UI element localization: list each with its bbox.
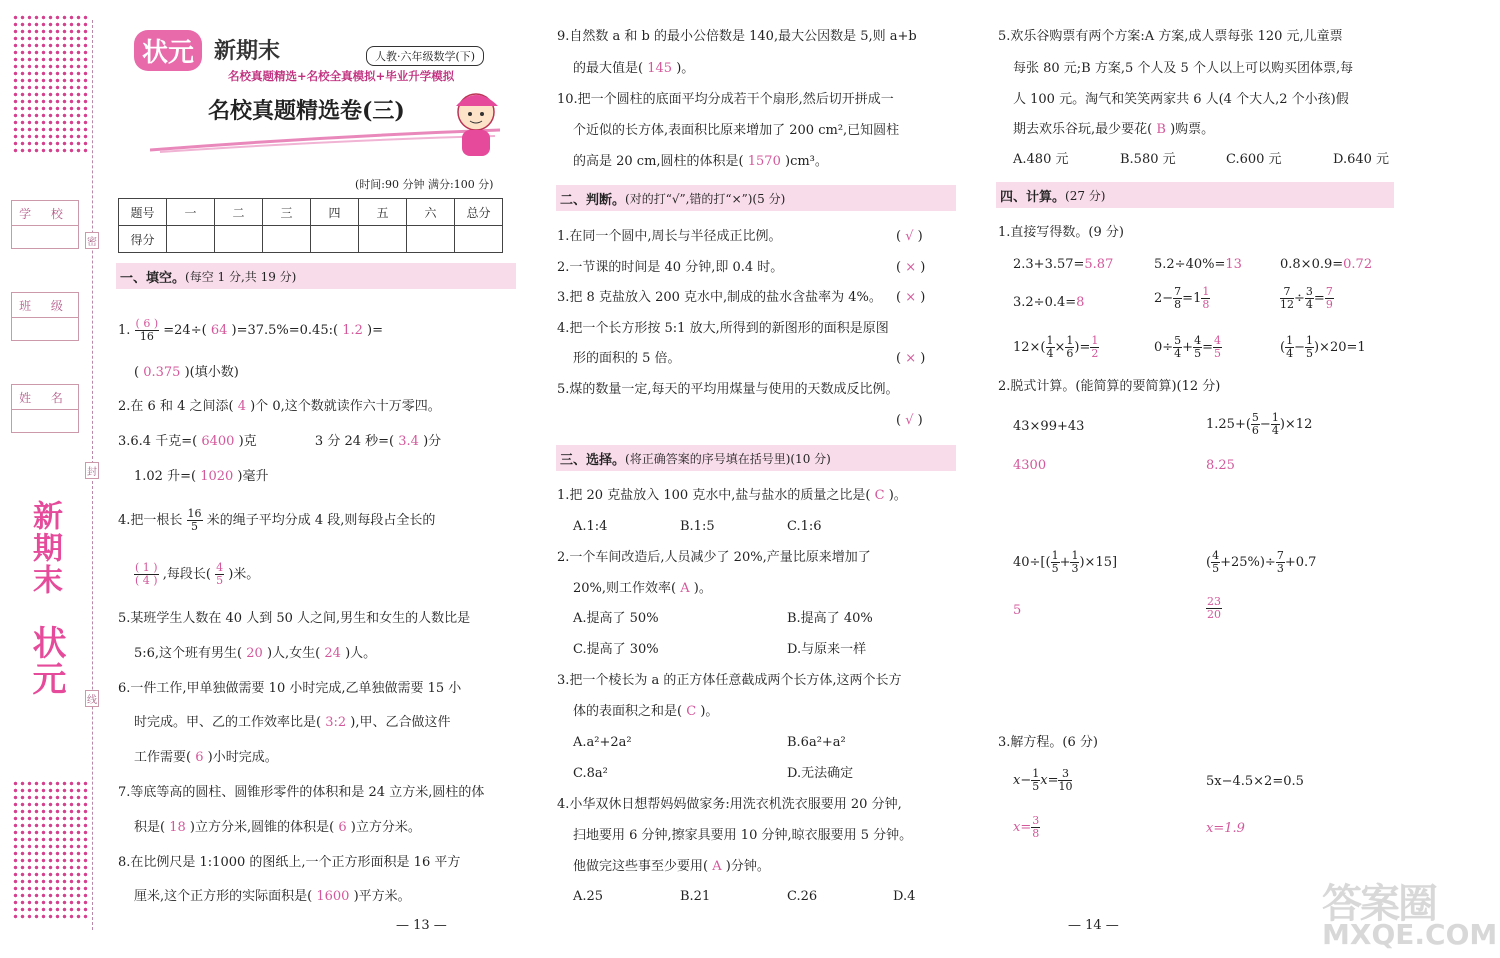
direct-8: 0÷ $\frac{5}{4}$ + $\frac{4}{5}$ = $\frac{4}{5}$	[1154, 334, 1221, 360]
page-number-13: — 13 —	[396, 918, 447, 933]
direct-5: 2− $\frac{7}{8}$ =1 $\frac{1}{8}$	[1154, 285, 1210, 311]
q4-answer-length: $\frac{4}{5}$	[216, 561, 224, 587]
score-cell: 三	[263, 199, 311, 226]
choice-1-opt-a: A.1:4	[573, 519, 608, 534]
choice-4a: 4.小华双休日想帮妈妈做家务:用洗衣机洗衣服要用 20 分钟,	[557, 797, 902, 812]
q6-line-b: 时完成。甲、乙的工作效率比是( 3:2 ),甲、乙合做这件	[134, 715, 451, 730]
direct-1: 2.3+3.57=5.87	[1013, 257, 1114, 272]
section-4-header: 四、计算。 (27 分)	[996, 182, 1394, 208]
step-4: ( $\frac{4}{5}$ +25%)÷ $\frac{7}{3}$ +0.7	[1206, 549, 1317, 575]
score-input[interactable]	[167, 226, 215, 253]
school-field[interactable]	[11, 200, 79, 249]
dot-pattern-top	[12, 14, 90, 154]
watermark-url: MXQE.COM	[1322, 918, 1498, 951]
direct-3: 0.8×0.9=0.72	[1280, 257, 1373, 272]
grade-tag: 人教·六年级数学(下)	[366, 46, 484, 66]
cut-mark-3: 线	[85, 690, 99, 707]
school-label: 学 校	[12, 201, 78, 226]
q5-line-a: 5.某班学生人数在 40 人到 50 人之间,男生和女生的人数比是	[118, 611, 471, 626]
direct-6: $\frac{7}{12}$ ÷ $\frac{3}{4}$ = $\frac{7}{9}$	[1280, 285, 1333, 311]
q6-line-c: 工作需要( 6 )小时完成。	[134, 750, 278, 765]
q7-line-b: 积是( 18 )立方分米,圆锥的体积是( 6 )立方分米。	[134, 820, 421, 835]
judge-4b: 形的面积的 5 倍。	[573, 351, 681, 366]
judge-4-answer: ( × )	[896, 351, 926, 366]
q4-line-a: 4.把一根长 $\frac{16}{5}$ 米的绳子平均分成 4 段,则每段占全长的	[118, 507, 436, 533]
choice-5b: 每张 80 元;B 方案,5 个人及 5 个人以上可以购买团体票,每	[1013, 61, 1354, 76]
score-table	[118, 198, 503, 253]
watermark-logo: 答案圈	[1322, 881, 1436, 927]
choice-1-opt-c: C.1:6	[787, 519, 822, 534]
page-number-14: — 14 —	[1068, 918, 1119, 933]
q6-line-a: 6.一件工作,甲单独做需要 10 小时完成,乙单独做需要 15 小	[118, 681, 462, 696]
calc-1-title: 1.直接写得数。(9 分)	[998, 225, 1124, 240]
choice-3b: 体的表面积之和是( C )。	[573, 704, 719, 719]
score-cell: 四	[311, 199, 359, 226]
q4-line-b: $\frac{( 1 )}{( 4 )}$ ,每段长( $\frac{4}{5}$ )米。	[135, 561, 260, 587]
judge-3: 3.把 8 克盐放入 200 克水中,制成的盐水含盐率为 4%。	[557, 290, 882, 305]
q4-fraction: $\frac{16}{5}$	[187, 507, 202, 533]
equation-1: x− $\frac{1}{5}$ x= $\frac{3}{10}$	[1013, 767, 1073, 793]
q3-line-b: 1.02 升=( 1020 )毫升	[134, 469, 269, 484]
judge-1-answer: ( √ )	[896, 229, 923, 244]
choice-5-opt-b: B.580 元	[1120, 152, 1176, 167]
page-title: 名校真题精选卷(三)	[208, 98, 405, 124]
logo: 状元	[134, 30, 202, 71]
q1-fraction: $\frac{( 6 )}{16}$	[135, 317, 159, 343]
section-3-header: 三、选择。 (将正确答案的序号填在括号里)(10 分)	[556, 445, 956, 471]
choice-4-opt-a: A.25	[573, 889, 604, 904]
vertical-logo: 状元	[26, 625, 66, 697]
direct-4: 3.2÷0.4=8	[1013, 295, 1085, 310]
score-cell: 六	[407, 199, 455, 226]
choice-2b: 20%,则工作效率( A )。	[573, 581, 712, 596]
brand-name: 新期末	[214, 39, 281, 64]
choice-5d: 期去欢乐谷玩,最少要花( B )购票。	[1013, 122, 1215, 137]
score-input[interactable]	[455, 226, 503, 253]
q4-answer-fraction: $\frac{( 1 )}{( 4 )}$	[135, 561, 158, 587]
choice-2-opt-b: B.提高了 40%	[787, 611, 873, 626]
step-3: 40÷[( $\frac{1}{5}$ + $\frac{1}{3}$ )×15]	[1013, 549, 1118, 575]
choice-3a: 3.把一个棱长为 a 的正方体任意截成两个长方体,这两个长方	[557, 673, 902, 688]
choice-4c: 他做完这些事至少要用( A )分钟。	[573, 859, 770, 874]
judge-5-answer: ( √ )	[896, 413, 923, 428]
vertical-brand-title: 新期末	[27, 500, 62, 596]
choice-2-opt-c: C.提高了 30%	[573, 642, 659, 657]
q10-line-a: 10.把一个圆柱的底面平均分成若干个扇形,然后切开拼成一	[557, 92, 894, 107]
score-cell: 二	[215, 199, 263, 226]
choice-5a: 5.欢乐谷购票有两个方案:A 方案,成人票每张 120 元,儿童票	[998, 29, 1343, 44]
step-4-answer: $\frac{23}{20}$	[1207, 595, 1221, 621]
q8-line-b: 厘米,这个正方形的实际面积是( 1600 )平方米。	[134, 889, 411, 904]
judge-2: 2.一节课的时间是 40 分钟,即 0.4 时。	[557, 260, 784, 275]
mascot-icon	[446, 88, 508, 160]
q3-line-a: 3.6.4 千克=( 6400 )克 3 分 24 秒=( 3.4 )分	[118, 434, 442, 449]
choice-1-opt-b: B.1:5	[680, 519, 715, 534]
q10-line-b: 个近似的长方体,表面积比原来增加了 200 cm²,已知圆柱	[573, 123, 900, 138]
equation-2-answer: x=1.9	[1206, 821, 1245, 836]
time-info: (时间:90 分钟 满分:100 分)	[355, 178, 494, 191]
score-input[interactable]	[407, 226, 455, 253]
section-2-header: 二、判断。 (对的打“√”,错的打“×”)(5 分)	[556, 185, 956, 211]
name-field[interactable]	[11, 384, 79, 433]
score-cell: 五	[359, 199, 407, 226]
choice-3-opt-b: B.6a²+a²	[787, 735, 846, 750]
score-cell: 一	[167, 199, 215, 226]
judge-2-answer: ( × )	[896, 260, 926, 275]
q9-line-a: 9.自然数 a 和 b 的最小公倍数是 140,最大公因数是 5,则 a+b	[557, 29, 917, 44]
score-cell: 总分	[455, 199, 503, 226]
q10-line-c: 的高是 20 cm,圆柱的体积是( 1570 )cm³。	[573, 154, 828, 169]
name-label: 姓 名	[12, 385, 78, 410]
section-1-header: 一、填空。 (每空 1 分,共 19 分)	[116, 263, 516, 289]
choice-2-opt-d: D.与原来一样	[787, 642, 867, 657]
cut-mark-1: 密	[85, 232, 99, 249]
score-row-label: 得分	[119, 226, 167, 253]
q5-line-b: 5:6,这个班有男生( 20 )人,女生( 24 )人。	[134, 646, 377, 661]
q8-line-a: 8.在比例尺是 1:1000 的图纸上,一个正方形面积是 16 平方	[118, 855, 461, 870]
judge-4a: 4.把一个长方形按 5:1 放大,所得到的新图形的面积是原图	[557, 321, 889, 336]
class-field[interactable]	[11, 292, 79, 341]
q1-line-a: 1. $\frac{( 6 )}{16}$ =24÷( 64 )=37.5%=0.45:( 1.2 )=	[118, 317, 383, 343]
choice-5-opt-a: A.480 元	[1013, 152, 1069, 167]
choice-2-opt-a: A.提高了 50%	[573, 611, 659, 626]
judge-3-answer: ( × )	[896, 290, 926, 305]
equation-2: 5x−4.5×2=0.5	[1206, 774, 1304, 789]
choice-3-opt-d: D.无法确定	[787, 766, 854, 781]
choice-5-opt-c: C.600 元	[1226, 152, 1282, 167]
class-label: 班 级	[12, 293, 78, 318]
step-3-answer: 5	[1013, 603, 1022, 618]
score-input[interactable]	[311, 226, 359, 253]
q2-line: 2.在 6 和 4 之间添( 4 )个 0,这个数就读作六十万零四。	[118, 399, 441, 414]
choice-5c: 人 100 元。淘气和笑笑两家共 6 人(4 个大人,2 个小孩)假	[1013, 92, 1349, 107]
direct-9: ( $\frac{1}{4}$ − $\frac{1}{5}$ )×20=1	[1280, 334, 1366, 360]
q7-line-a: 7.等底等高的圆柱、圆锥形零件的体积和是 24 立方米,圆柱的体	[118, 785, 485, 800]
choice-2a: 2.一个车间改造后,人员减少了 20%,产量比原来增加了	[557, 550, 871, 565]
step-1: 43×99+43	[1013, 419, 1085, 434]
judge-1: 1.在同一个圆中,周长与半径成正比例。	[557, 229, 782, 244]
choice-4b: 扫地要用 6 分钟,擦家具要用 10 分钟,晾衣服要用 5 分钟。	[573, 828, 913, 843]
direct-7: 12×( $\frac{1}{4}$ × $\frac{1}{6}$ )= $\frac{1}{2}$	[1013, 334, 1099, 360]
calc-2-title: 2.脱式计算。(能简算的要简算)(12 分)	[998, 379, 1221, 394]
score-input[interactable]	[263, 226, 311, 253]
score-cell: 题号	[119, 199, 167, 226]
choice-4-opt-b: B.21	[680, 889, 711, 904]
choice-3-opt-c: C.8a²	[573, 766, 608, 781]
q1-line-b: ( 0.375 )(填小数)	[134, 365, 239, 380]
score-input[interactable]	[215, 226, 263, 253]
step-1-answer: 4300	[1013, 458, 1047, 473]
choice-4-opt-d: D.4	[893, 889, 916, 904]
choice-4-opt-c: C.26	[787, 889, 818, 904]
cut-mark-2: 封	[85, 462, 99, 479]
score-header-row	[119, 199, 503, 226]
dot-pattern-bottom	[12, 780, 90, 920]
step-2: 1.25+( $\frac{5}{6}$ − $\frac{1}{4}$ )×12	[1206, 411, 1313, 437]
choice-5-opt-d: D.640 元	[1333, 152, 1390, 167]
judge-5: 5.煤的数量一定,每天的平均用煤量与使用的天数成反比例。	[557, 382, 899, 397]
q9-line-b: 的最大值是( 145 )。	[573, 61, 695, 76]
score-input[interactable]	[359, 226, 407, 253]
choice-3-opt-a: A.a²+2a²	[573, 735, 632, 750]
choice-1: 1.把 20 克盐放入 100 克水中,盐与盐水的质量之比是( C )。	[557, 488, 907, 503]
step-2-answer: 8.25	[1206, 458, 1235, 473]
subtitle: 名校真题精选+名校全真模拟+毕业升学模拟	[228, 69, 455, 83]
score-value-row	[119, 226, 503, 253]
calc-3-title: 3.解方程。(6 分)	[998, 735, 1098, 750]
direct-2: 5.2÷40%=13	[1154, 257, 1242, 272]
equation-1-answer: x= $\frac{3}{8}$	[1013, 814, 1040, 840]
